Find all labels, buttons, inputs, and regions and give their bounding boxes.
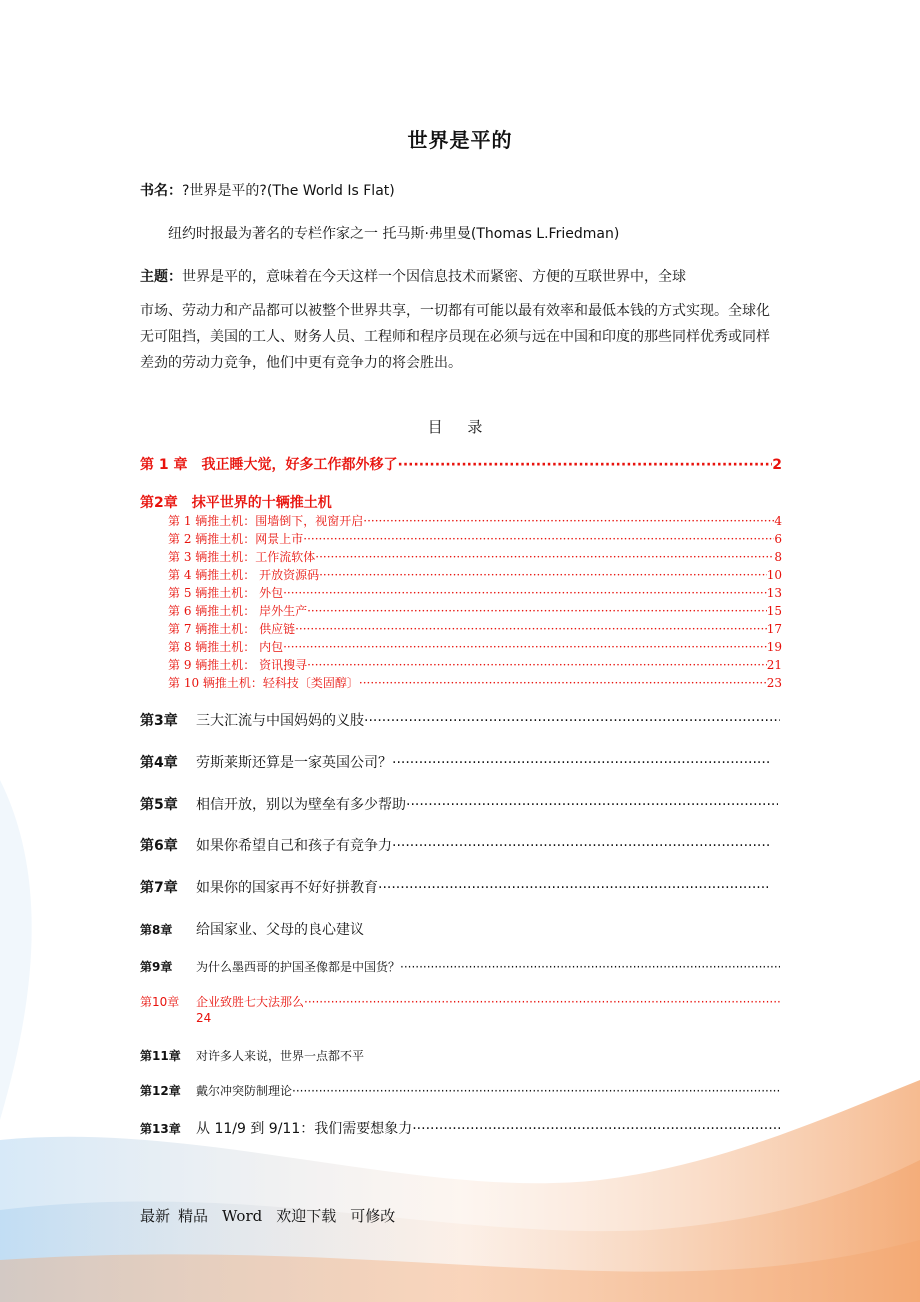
chapter-label: 第13章 bbox=[140, 1122, 181, 1136]
footer-item: Word bbox=[222, 1207, 263, 1225]
dot-leader bbox=[398, 457, 773, 473]
toc-entry-chapter-2[interactable] bbox=[140, 492, 782, 512]
footer-item: 欢迎下载 bbox=[276, 1207, 337, 1225]
page-number: 23 bbox=[766, 676, 782, 690]
toc-sub-entry[interactable] bbox=[168, 638, 782, 655]
toc-sub-entry[interactable] bbox=[168, 620, 782, 637]
dot-leader bbox=[400, 960, 780, 974]
toc-sub-entry[interactable] bbox=[168, 530, 782, 547]
author-line: 纽约时报最为著名的专栏作家之一 托马斯·弗里曼(Thomas L.Friedman) bbox=[168, 226, 620, 242]
toc-sub-entry[interactable] bbox=[168, 584, 782, 601]
page-number: 8 bbox=[774, 550, 782, 564]
chapter-label: 第10章 bbox=[140, 995, 180, 1009]
chapter-title: 抹平世界的十辆推土机 bbox=[191, 495, 332, 511]
toc-entry-chapter-9[interactable] bbox=[140, 958, 780, 975]
toc-entry-chapter-13[interactable] bbox=[140, 1118, 780, 1138]
theme-line-first: 世界是平的，意味着在今天这样一个因信息技术而紧密、方便的互联世界中，全球 bbox=[182, 269, 686, 285]
sub-entry-title: 第 4 辆推土机： 开放资源码 bbox=[168, 568, 320, 582]
chapter-label: 第12章 bbox=[140, 1084, 181, 1098]
chapter-title: 如果你的国家再不好好拼教育 bbox=[196, 880, 378, 896]
toc-entry-chapter-5[interactable] bbox=[140, 794, 778, 814]
page-number: 21 bbox=[766, 658, 782, 672]
toc-sub-entry[interactable] bbox=[168, 512, 782, 529]
dot-leader bbox=[295, 622, 767, 636]
page-title: 世界是平的 bbox=[407, 128, 513, 152]
chapter-title: 劳斯莱斯还算是一家英国公司？ bbox=[196, 755, 392, 771]
book-name-value: ?世界是平的?(The World Is Flat) bbox=[182, 183, 395, 199]
toc-sub-entry[interactable] bbox=[168, 602, 782, 619]
dot-leader bbox=[304, 995, 780, 1009]
sub-entry-title: 第 7 辆推土机： 供应链 bbox=[168, 622, 296, 636]
chapter-title: 如果你希望自己和孩子有竞争力 bbox=[196, 838, 392, 854]
page-number: 6 bbox=[774, 532, 782, 546]
toc-entry-chapter-4[interactable] bbox=[140, 752, 770, 772]
book-name-line bbox=[140, 180, 395, 200]
page-number: 4 bbox=[774, 514, 782, 528]
dot-leader bbox=[359, 676, 767, 690]
chapter-label: 第 1 章 bbox=[140, 457, 188, 473]
chapter-label: 第11章 bbox=[140, 1049, 181, 1063]
footer-item: 精品 bbox=[178, 1207, 209, 1225]
page-number: 15 bbox=[766, 604, 782, 618]
theme-line bbox=[140, 266, 686, 286]
toc-entry-chapter-12[interactable] bbox=[140, 1082, 780, 1099]
footer-note bbox=[140, 1205, 409, 1226]
toc-sub-entry[interactable] bbox=[168, 674, 782, 691]
dot-leader bbox=[307, 658, 767, 672]
toc-sub-entry[interactable] bbox=[168, 656, 782, 673]
chapter-title: 相信开放，别以为壁垒有多少帮助 bbox=[196, 797, 406, 813]
toc-entry-chapter-10[interactable] bbox=[140, 993, 780, 1010]
theme-label: 主题： bbox=[140, 269, 182, 285]
toc-entry-chapter-11[interactable] bbox=[140, 1047, 780, 1064]
chapter-label: 第8章 bbox=[140, 923, 173, 937]
dot-leader bbox=[364, 713, 780, 729]
dot-leader bbox=[392, 838, 770, 854]
chapter-label: 第2章 bbox=[140, 495, 178, 511]
page-number: 2 bbox=[772, 457, 782, 473]
toc-entry-chapter-7[interactable] bbox=[140, 877, 768, 897]
dot-leader bbox=[412, 1121, 780, 1137]
chapter-title: 为什么墨西哥的护国圣像都是中国货？ bbox=[196, 960, 401, 974]
sub-entry-title: 第 8 辆推土机： 内包 bbox=[168, 640, 284, 654]
sub-entry-title: 第 2 辆推土机：网景上市 bbox=[168, 532, 304, 546]
chapter-label: 第3章 bbox=[140, 713, 178, 729]
page-number: 13 bbox=[766, 586, 782, 600]
chapter-label: 第6章 bbox=[140, 838, 178, 854]
chapter-10-page-number: 24 bbox=[196, 1011, 212, 1025]
page-number: 10 bbox=[766, 568, 782, 582]
dot-leader bbox=[319, 568, 767, 582]
page-number: 17 bbox=[766, 622, 782, 636]
footer-item: 最新 bbox=[140, 1207, 171, 1225]
toc-sub-entry[interactable] bbox=[168, 548, 782, 565]
toc-entry-chapter-1[interactable] bbox=[140, 454, 782, 474]
sub-entry-title: 第 10 辆推土机：轻科技〔类固醇〕 bbox=[168, 676, 359, 690]
book-name-label: 书名： bbox=[140, 183, 182, 199]
chapter-title: 三大汇流与中国妈妈的义肢 bbox=[196, 713, 364, 729]
chapter-title: 从 11/9 到 9/11：我们需要想象力 bbox=[196, 1121, 413, 1137]
toc-entry-chapter-8[interactable] bbox=[140, 919, 780, 939]
chapter-label: 第7章 bbox=[140, 880, 178, 896]
dot-leader bbox=[392, 755, 770, 771]
sub-entry-title: 第 3 辆推土机：工作流软体 bbox=[168, 550, 316, 564]
dot-leader bbox=[406, 797, 778, 813]
dot-leader bbox=[315, 550, 774, 564]
dot-leader bbox=[283, 586, 767, 600]
sub-entry-title: 第 5 辆推土机： 外包 bbox=[168, 586, 284, 600]
toc-entry-chapter-6[interactable] bbox=[140, 835, 770, 855]
dot-leader bbox=[307, 604, 767, 618]
toc-entry-chapter-3[interactable] bbox=[140, 710, 780, 730]
page-number: 19 bbox=[766, 640, 782, 654]
chapter-label: 第5章 bbox=[140, 797, 178, 813]
sub-entry-title: 第 9 辆推土机： 资讯搜寻 bbox=[168, 658, 308, 672]
toc-sub-entry[interactable] bbox=[168, 566, 782, 583]
theme-paragraph: 市场、劳动力和产品都可以被整个世界共享，一切都有可能以最有效率和最低本钱的方式实现。全球化无可阻挡，美国的工人、财务人员、工程师和程序员现在必须与远在中国和印度的那些同样优秀或同样差劲的劳动力竞争，他们中更有竞争力的将会胜出。 bbox=[140, 303, 770, 371]
dot-leader bbox=[363, 514, 774, 528]
dot-leader bbox=[283, 640, 767, 654]
footer-item: 可修改 bbox=[350, 1207, 396, 1225]
chapter-title: 对许多人来说，世界一点都不平 bbox=[196, 1049, 365, 1063]
chapter-title: 戴尔冲突防制理论 bbox=[196, 1084, 293, 1098]
chapter-label: 第4章 bbox=[140, 755, 178, 771]
toc-title: 目 录 bbox=[427, 418, 493, 436]
dot-leader bbox=[378, 880, 768, 896]
chapter-title: 我正睡大觉，好多工作都外移了 bbox=[201, 457, 398, 473]
chapter-label: 第9章 bbox=[140, 960, 173, 974]
chapter-title: 给国家业、父母的良心建议 bbox=[196, 922, 364, 938]
chapter-title: 企业致胜七大法那么 bbox=[196, 995, 305, 1009]
dot-leader bbox=[292, 1084, 780, 1098]
sub-entry-title: 第 1 辆推土机：围墙倒下，视窗开启 bbox=[168, 514, 364, 528]
sub-entry-title: 第 6 辆推土机： 岸外生产 bbox=[168, 604, 308, 618]
dot-leader bbox=[303, 532, 774, 546]
